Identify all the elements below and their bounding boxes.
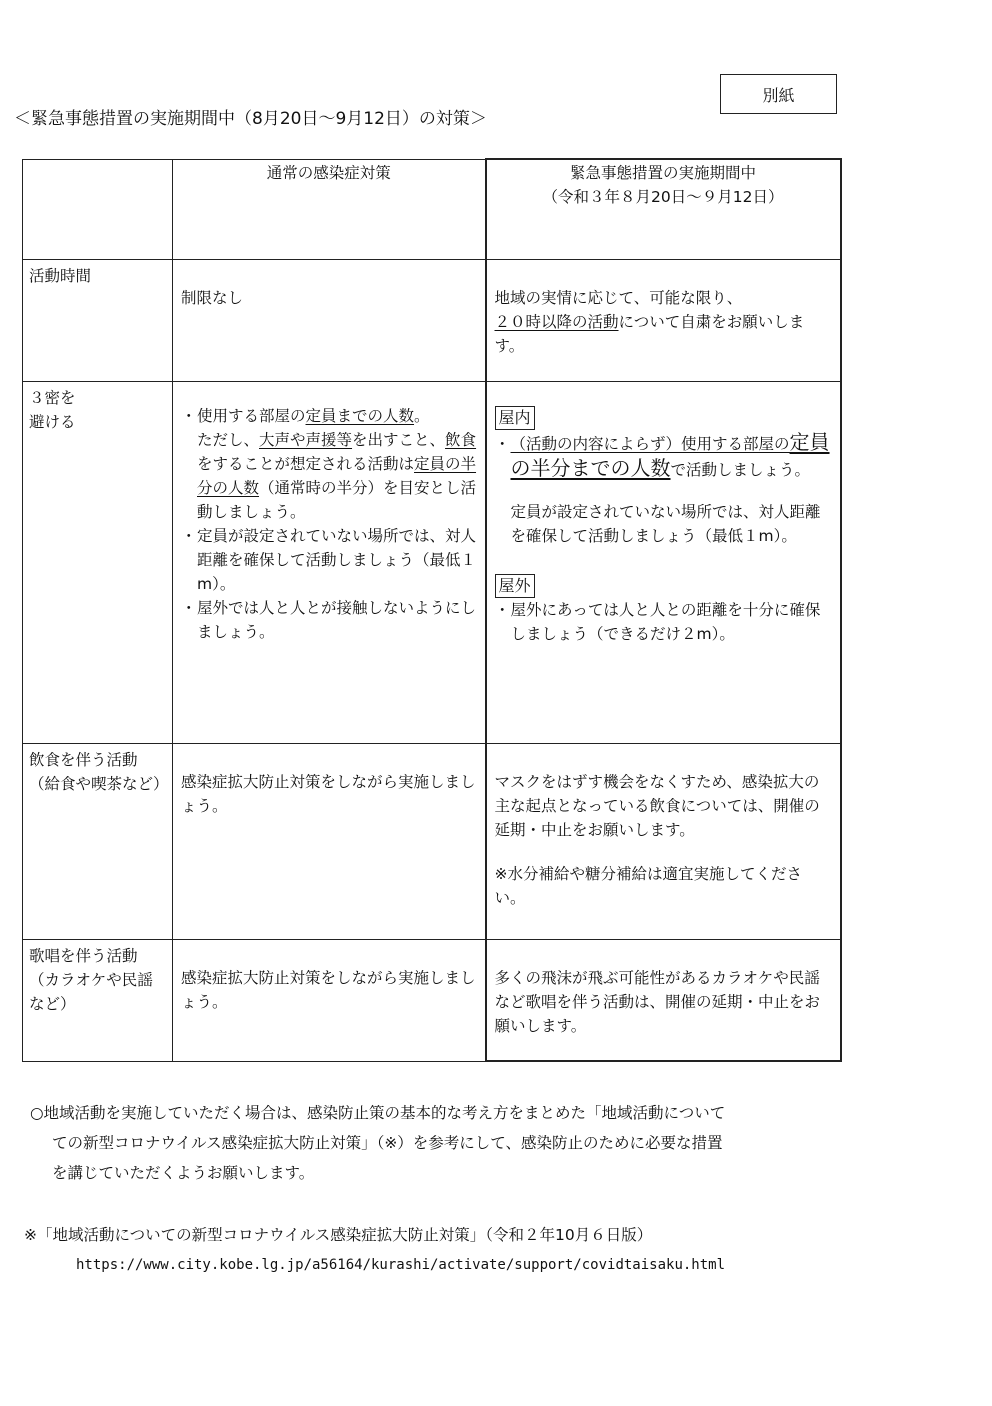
normal-three-cs xyxy=(173,381,486,743)
outdoor-bullet-1: ・ 屋外にあっては人と人との距離を十分に確保しましょう（できるだけ２m）。 xyxy=(495,598,832,646)
bullet-emphasis: 定員の半分までの人数 xyxy=(510,429,830,480)
row-label-text: 歌唱を伴う活動（カラオケや民謡など） xyxy=(29,946,153,1013)
emergency-activity-hours xyxy=(486,259,841,381)
normal-activity-hours xyxy=(173,259,486,381)
bullet-text: 使用する部屋の xyxy=(197,406,306,425)
normal-bullet-1 xyxy=(181,404,477,524)
normal-text: 感染症拡大防止対策をしながら実施しましょう。 xyxy=(181,968,476,1011)
emergency-text: 多くの飛沫が飛ぶ可能性があるカラオケや民謡など歌唱を伴う活動は、開催の延期・中止をお願いします。 xyxy=(494,968,821,1035)
indoor-bullet-1 xyxy=(495,430,832,482)
normal-singing xyxy=(173,939,486,1061)
measures-table xyxy=(22,158,842,1062)
table-row-eating xyxy=(23,743,841,939)
emergency-text-part2: ※水分補給や糖分補給は適宜実施してください。 xyxy=(494,864,802,907)
bullet-underlined: 大声や声援等 xyxy=(259,430,353,449)
note-line-2: ての新型コロナウイルス感染症拡大防止対策」（※）を参考にして、感染防止のために必要な措置 xyxy=(52,1134,723,1152)
emergency-text-underlined: ２０時以降の活動 xyxy=(494,312,619,331)
header-empty-cell xyxy=(23,159,173,259)
bullet-text: 。 xyxy=(414,406,430,425)
table-row-singing xyxy=(23,939,841,1061)
emergency-three-cs xyxy=(486,381,841,743)
row-label-eating xyxy=(23,743,173,939)
document-title: ＜緊急事態措置の実施期間中（8月20日〜9月12日）の対策＞ xyxy=(14,109,487,129)
attachment-label: 別紙 xyxy=(720,74,837,114)
bullet-underlined: 定員の半分の人数 xyxy=(197,454,477,497)
emergency-text-part1: 地域の実情に応じて、可能な限り、 xyxy=(494,288,743,307)
emergency-eating xyxy=(486,743,841,939)
bullet-text: で活動しましょう。 xyxy=(670,460,811,479)
note-paragraph xyxy=(30,1098,860,1188)
table-header-row xyxy=(23,159,841,259)
normal-bullet-list xyxy=(181,404,477,644)
bullet-text: をすることが想定される活動は xyxy=(197,454,415,473)
emergency-singing xyxy=(486,939,841,1061)
header-normal-cell xyxy=(173,159,486,259)
header-emergency-title: 緊急事態措置の実施期間中 xyxy=(569,164,756,182)
indoor-bullet-list xyxy=(495,430,832,482)
bullet-text: （通常時の半分）を目安とし活動しましょう。 xyxy=(197,478,477,521)
normal-text: 感染症拡大防止対策をしながら実施しましょう。 xyxy=(181,772,476,815)
row-label-line2: 避ける xyxy=(29,412,76,431)
header-emergency-cell xyxy=(486,159,841,259)
header-normal-text: 通常の感染症対策 xyxy=(266,163,391,182)
note-line-1: ○地域活動を実施していただく場合は、感染防止策の基本的な考え方をまとめた「地域活動について xyxy=(30,1104,726,1122)
indoor-paragraph-2: 定員が設定されていない場所では、対人距離を確保して活動しましょう（最低１m）。 xyxy=(510,502,821,545)
header-emergency-period: （令和３年８月20日〜９月12日） xyxy=(542,188,784,206)
row-label-text: 活動時間 xyxy=(29,266,92,285)
emergency-text-part2: について自粛をお願いします。 xyxy=(494,312,805,355)
row-label-text: 飲食を伴う活動（給食や喫茶など） xyxy=(29,750,169,793)
table-row-three-cs xyxy=(23,381,841,743)
indoor-label: 屋内 xyxy=(495,406,535,430)
bullet-text: ただし、 xyxy=(197,430,260,449)
note-line-3: を講じていただくようお願いします。 xyxy=(52,1164,315,1182)
normal-bullet-2: ・ 定員が設定されていない場所では、対人距離を確保して活動しましょう（最低１m）。 xyxy=(181,524,477,596)
outdoor-bullet-list xyxy=(495,598,832,646)
reference-block xyxy=(24,1220,904,1280)
bullet-text: を出すこと、 xyxy=(352,430,446,449)
emergency-text-part1: マスクをはずす機会をなくすため、感染拡大の主な起点となっている飲食については、開催の延期・中止をお願いします。 xyxy=(494,772,820,839)
normal-eating xyxy=(173,743,486,939)
reference-url[interactable]: https://www.city.kobe.lg.jp/a56164/kurashi/activate/support/covidtaisaku.html xyxy=(76,1257,726,1273)
bullet-underlined: （活動の内容によらず）使用する部屋の xyxy=(510,434,790,453)
normal-text: 制限なし xyxy=(181,288,244,307)
bullet-underlined: 飲食 xyxy=(445,430,477,449)
row-label-line1: ３密を xyxy=(29,388,76,407)
bullet-underlined: 定員までの人数 xyxy=(305,406,415,425)
row-label-singing xyxy=(23,939,173,1061)
row-label-activity-hours xyxy=(23,259,173,381)
row-label-three-cs xyxy=(23,381,173,743)
normal-bullet-3: ・ 屋外では人と人とが接触しないようにしましょう。 xyxy=(181,596,477,644)
outdoor-label: 屋外 xyxy=(495,574,535,598)
reference-title: ※「地域活動についての新型コロナウイルス感染症拡大防止対策」（令和２年10月６日版） xyxy=(24,1226,653,1244)
table-row-activity-hours xyxy=(23,259,841,381)
